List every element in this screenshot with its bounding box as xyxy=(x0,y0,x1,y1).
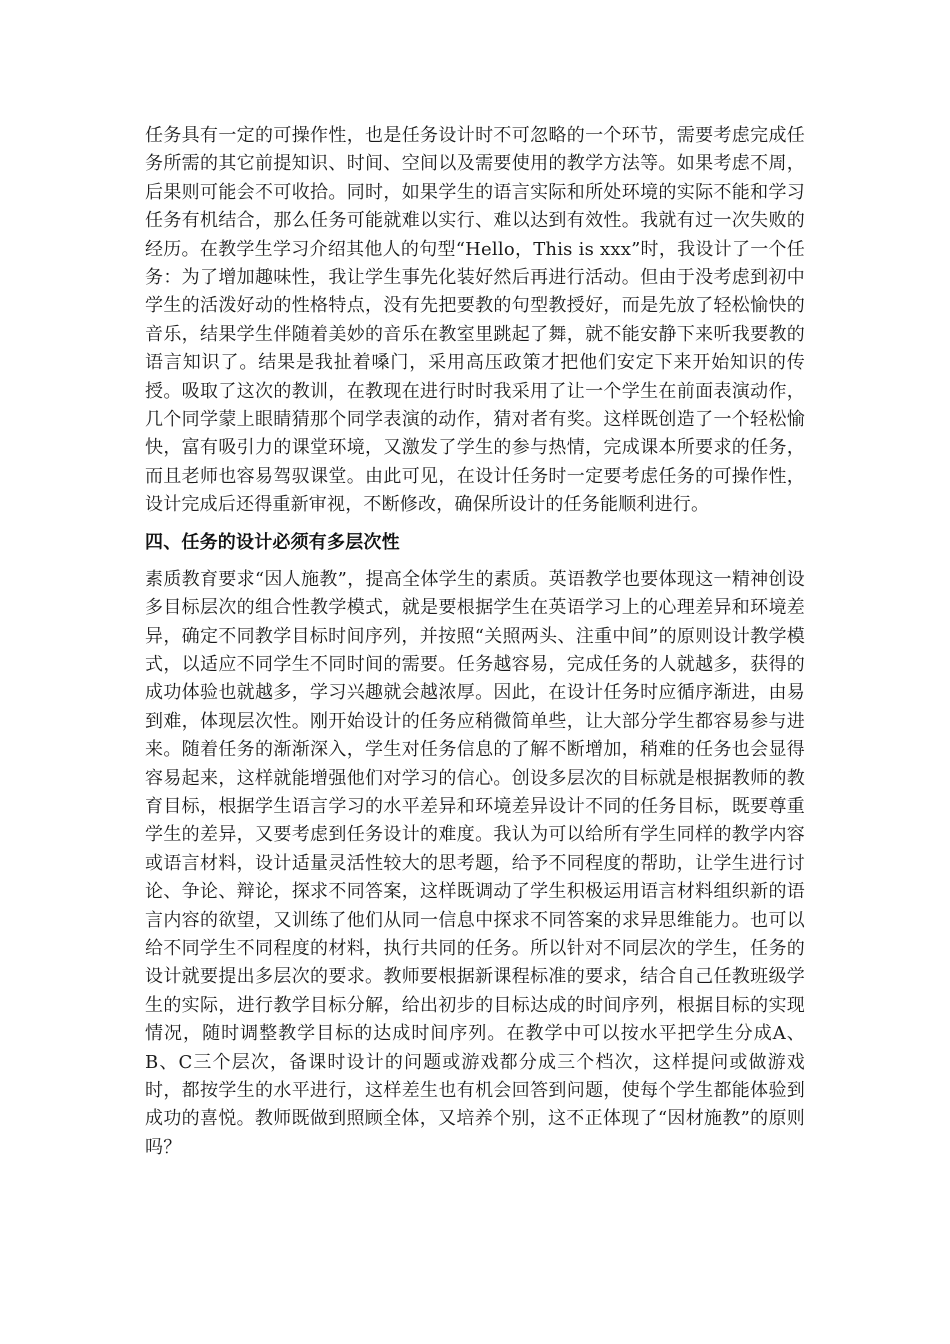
paragraph-operability: 任务具有一定的可操作性，也是任务设计时不可忽略的一个环节，需要考虑完成任务所需的其它前提知识、时间、空间以及需要使用的教学方法等。如果考虑不周，后果则可能会不可收拾。同时，如果学生的语言实际和所处环境的实际不能和学习任务有机结合，那么任务可能就难以实行、难以达到有效性。我就有过一次失败的经历。在教学生学习介绍其他人的句型“Hello，This is xxx”时，我设计了一个任务：为了增加趣味性，我让学生事先化装好然后再进行活动。但由于没考虑到初中学生的活泼好动的性格特点，没有先把要教的句型教授好，而是先放了轻松愉快的音乐，结果学生伴随着美妙的音乐在教室里跳起了舞，就不能安静下来听我要教的语言知识了。结果是我扯着嗓门，采用高压政策才把他们安定下来开始知识的传授。吸取了这次的教训，在教现在进行时时我采用了让一个学生在前面表演动作，几个同学蒙上眼睛猜那个同学表演的动作，猜对者有奖。这样既创造了一个轻松愉快，富有吸引力的课堂环境，又激发了学生的参与热情，完成课本所要求的任务，而且老师也容易驾驭课堂。由此可见，在设计任务时一定要考虑任务的可操作性，设计完成后还得重新审视，不断修改，确保所设计的任务能顺利进行。 xyxy=(145,125,805,516)
paragraph-multilevel: 素质教育要求“因人施教”，提高全体学生的素质。英语教学也要体现这一精神创设多目标层次的组合性教学模式，就是要根据学生在英语学习上的心理差异和环境差异，确定不同教学目标时间序列，并按照“关照两头、注重中间”的原则设计教学模式，以适应不同学生不同时间的需要。任务越容易，完成任务的人就越多，获得的成功体验也就越多，学习兴趣就会越浓厚。因此，在设计任务时应循序渐进，由易到难，体现层次性。刚开始设计的任务应稍微简单些，让大部分学生都容易参与进来。随着任务的渐渐深入，学生对任务信息的了解不断增加，稍难的任务也会显得容易起来，这样就能增强他们对学习的信心。创设多层次的目标就是根据教师的教育目标，根据学生语言学习的水平差异和环境差异设计不同的任务目标，既要尊重学生的差异，又要考虑到任务设计的难度。我认为可以给所有学生同样的教学内容或语言材料，设计适量灵活性较大的思考题，给予不同程度的帮助，让学生进行讨论、争论、辩论，探求不同答案，这样既调动了学生积极运用语言材料组织新的语言内容的欲望，又训练了他们从同一信息中探求不同答案的求异思维能力。也可以给不同学生不同程度的材料，执行共同的任务。所以针对不同层次的学生，任务的设计就要提出多层次的要求。教师要根据新课程标准的要求，结合自己任教班级学生的实际，进行教学目标分解，给出初步的目标达成的时间序列，根据目标的实现情况，随时调整教学目标的达成时间序列。在教学中可以按水平把学生分成A、B、C三个层次，备课时设计的问题或游戏都分成三个档次，这样提问或做游戏时，都按学生的水平进行，这样差生也有机会回答到问题，使每个学生都能体验到成功的喜悦。教师既做到照顾全体，又培养个别，这不正体现了“因材施教”的原则吗？ xyxy=(145,568,805,1158)
document-body xyxy=(145,122,805,1162)
section-heading-4: 四、任务的设计必须有多层次性 xyxy=(145,531,400,553)
